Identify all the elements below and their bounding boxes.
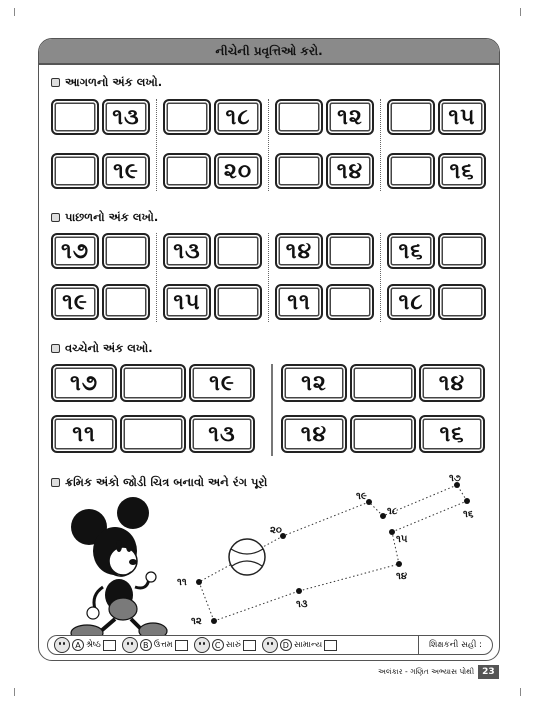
crop-mark: [520, 688, 521, 696]
dot-12: [211, 618, 217, 624]
given-number: ૧૬: [438, 153, 486, 189]
page-footer: [378, 665, 499, 679]
page-title: નીચેની પ્રવૃત્તિઓ કરો.: [39, 39, 499, 65]
grade-checkbox[interactable]: [103, 640, 116, 651]
cartoon-mouse-illustration: [71, 497, 167, 641]
given-number: ૧૧: [51, 415, 117, 453]
section-title-next-number: આગળનો અંક લખો.: [51, 75, 162, 90]
given-number: ૧૮: [387, 284, 435, 320]
given-number: ૧૪: [275, 233, 323, 269]
dot-11: [196, 579, 202, 585]
teacher-signature-field[interactable]: શિક્ષકની સહી :: [418, 636, 492, 654]
given-number: ૨૦: [214, 153, 262, 189]
given-number: ૧૫: [163, 284, 211, 320]
given-number: ૧૫: [438, 99, 486, 135]
dot-label: ૧૯: [356, 491, 367, 502]
dot-19: [366, 499, 372, 505]
dot-16: [464, 498, 470, 504]
crop-mark: [14, 688, 15, 696]
dot-15: [389, 529, 395, 535]
smiley-icon: [54, 637, 70, 653]
section-title-middle-number: વચ્ચેનો અંક લખો.: [51, 341, 153, 356]
dot-label: ૧૫: [396, 534, 408, 545]
dot-18: [380, 513, 386, 519]
grade-b: B ઉત્તમ: [122, 637, 188, 653]
given-number: ૧૩: [189, 415, 255, 453]
given-number: ૧૩: [102, 99, 150, 135]
grade-c: C સારું: [194, 637, 256, 653]
given-number: ૧૯: [189, 364, 255, 402]
section-title-previous-number: પાછળનો અંક લખો.: [51, 210, 158, 225]
dot-13: [296, 588, 302, 594]
section-title-connect-dots: ક્રમિક અંકો જોડી ચિત્ર બનાવો અને રંગ પૂરો: [51, 475, 267, 490]
dot-label: ૧૪: [396, 571, 408, 582]
given-number: ૧૩: [163, 233, 211, 269]
dot-label: ૧૨: [191, 616, 202, 627]
dot-label: ૧૬: [463, 509, 474, 520]
given-number: ૧૨: [326, 99, 374, 135]
grade-strip: [47, 635, 493, 655]
grade-d: D સામાન્ય: [262, 637, 337, 653]
crop-mark: [14, 8, 15, 16]
ball-icon: [229, 539, 265, 575]
crop-mark: [520, 8, 521, 16]
smiley-icon: [262, 637, 278, 653]
smiley-icon: [194, 637, 210, 653]
grade-checkbox[interactable]: [243, 640, 256, 651]
given-number: ૧૮: [214, 99, 262, 135]
smiley-icon: [122, 637, 138, 653]
connect-dots-picture: [39, 39, 500, 661]
given-number: ૧૬: [387, 233, 435, 269]
dot-label: ૧૮: [387, 506, 398, 517]
grade-checkbox[interactable]: [324, 640, 337, 651]
worksheet: [38, 38, 500, 661]
given-number: ૧૪: [281, 415, 347, 453]
given-number: ૧૪: [326, 153, 374, 189]
given-number: ૧૯: [102, 153, 150, 189]
grade-a: A શ્રેષ્ઠ: [54, 637, 116, 653]
dot-label: ૧૧: [177, 577, 187, 588]
book-title: અલંકાર - ગણિત અભ્યાસ પોથી: [378, 667, 475, 676]
given-number: ૧૭: [51, 233, 99, 269]
page-number: 23: [478, 665, 499, 679]
given-number: ૧૨: [281, 364, 347, 402]
grade-checkbox[interactable]: [175, 640, 188, 651]
given-number: ૧૬: [419, 415, 485, 453]
dot-label: ૨૦: [270, 525, 282, 536]
dot-label: ૧૭: [449, 473, 461, 484]
given-number: ૧૯: [51, 284, 99, 320]
given-number: ૧૪: [419, 364, 485, 402]
given-number: ૧૧: [275, 284, 323, 320]
dot-14: [396, 561, 402, 567]
dot-label: ૧૩: [296, 599, 308, 610]
given-number: ૧૭: [51, 364, 117, 402]
